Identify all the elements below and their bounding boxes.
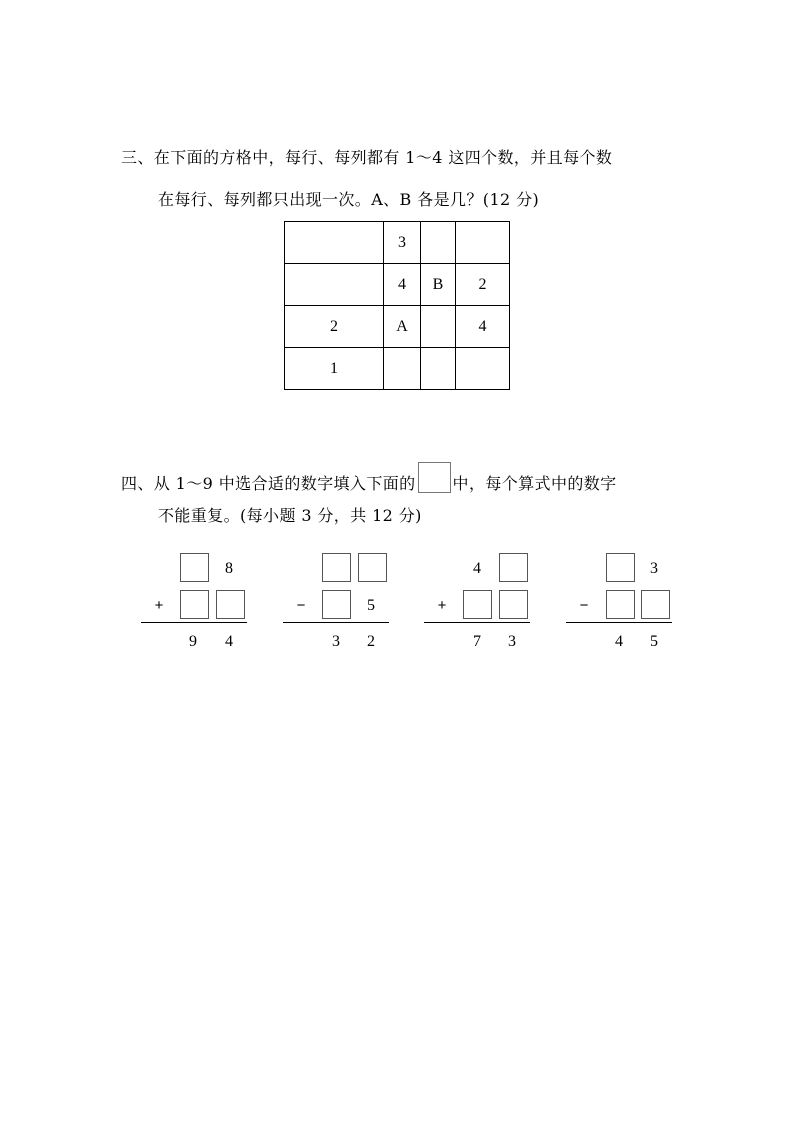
result-digit: 3 (332, 633, 340, 650)
answer-box[interactable] (358, 553, 387, 582)
grid-cell (285, 264, 384, 306)
grid-cell: 1 (285, 348, 384, 390)
result-digit: 3 (508, 633, 516, 650)
grid-cell (421, 306, 456, 348)
number-grid (284, 221, 510, 390)
top-digit: 4 (473, 560, 481, 577)
difference-line (283, 622, 389, 623)
sum-line (141, 622, 247, 623)
grid-cell (421, 222, 456, 264)
minus-operator: − (579, 597, 589, 614)
grid-cell: 3 (384, 222, 421, 264)
answer-box[interactable] (216, 590, 245, 619)
grid-cell (384, 348, 421, 390)
plus-operator: + (437, 597, 447, 614)
result-digit: 7 (473, 633, 481, 650)
result-digit: 2 (367, 633, 375, 650)
top-digit: 3 (650, 560, 658, 577)
result-digit: 5 (650, 633, 658, 650)
section4-text-before-box: 四、从 1～9 中选合适的数字填入下面的 (121, 474, 416, 493)
grid-cell (456, 222, 510, 264)
answer-box[interactable] (322, 553, 351, 582)
grid-cell: 4 (384, 264, 421, 306)
grid-cell-b: B (421, 264, 456, 306)
grid-cell (285, 222, 384, 264)
grid-cell-a: A (384, 306, 421, 348)
difference-line (566, 622, 672, 623)
example-box-icon (418, 462, 451, 493)
result-digit: 9 (189, 633, 197, 650)
grid-cell (456, 348, 510, 390)
grid-cell: 2 (285, 306, 384, 348)
answer-box[interactable] (180, 553, 209, 582)
sum-line (424, 622, 530, 623)
answer-box[interactable] (180, 590, 209, 619)
answer-box[interactable] (606, 553, 635, 582)
answer-box[interactable] (463, 590, 492, 619)
section3-question-line2: 在每行、每列都只出现一次。A、B 各是几？(12 分) (158, 190, 540, 209)
result-digit: 4 (615, 633, 623, 650)
bottom-digit: 5 (367, 597, 375, 614)
section3-question-line1: 三、在下面的方格中，每行、每列都有 1～4 这四个数，并且每个数 (121, 148, 613, 167)
grid-cell (421, 348, 456, 390)
answer-box[interactable] (322, 590, 351, 619)
top-digit: 8 (225, 560, 233, 577)
minus-operator: − (296, 597, 306, 614)
grid-cell: 2 (456, 264, 510, 306)
answer-box[interactable] (499, 553, 528, 582)
section4-question-line2: 不能重复。(每小题 3 分，共 12 分) (158, 506, 422, 525)
answer-box[interactable] (499, 590, 528, 619)
plus-operator: + (154, 597, 164, 614)
grid-cell: 4 (456, 306, 510, 348)
section4-text-after-box: 中，每个算式中的数字 (452, 474, 617, 493)
result-digit: 4 (225, 633, 233, 650)
answer-box[interactable] (606, 590, 635, 619)
section4-question-line1 (121, 462, 617, 494)
answer-box[interactable] (641, 590, 670, 619)
